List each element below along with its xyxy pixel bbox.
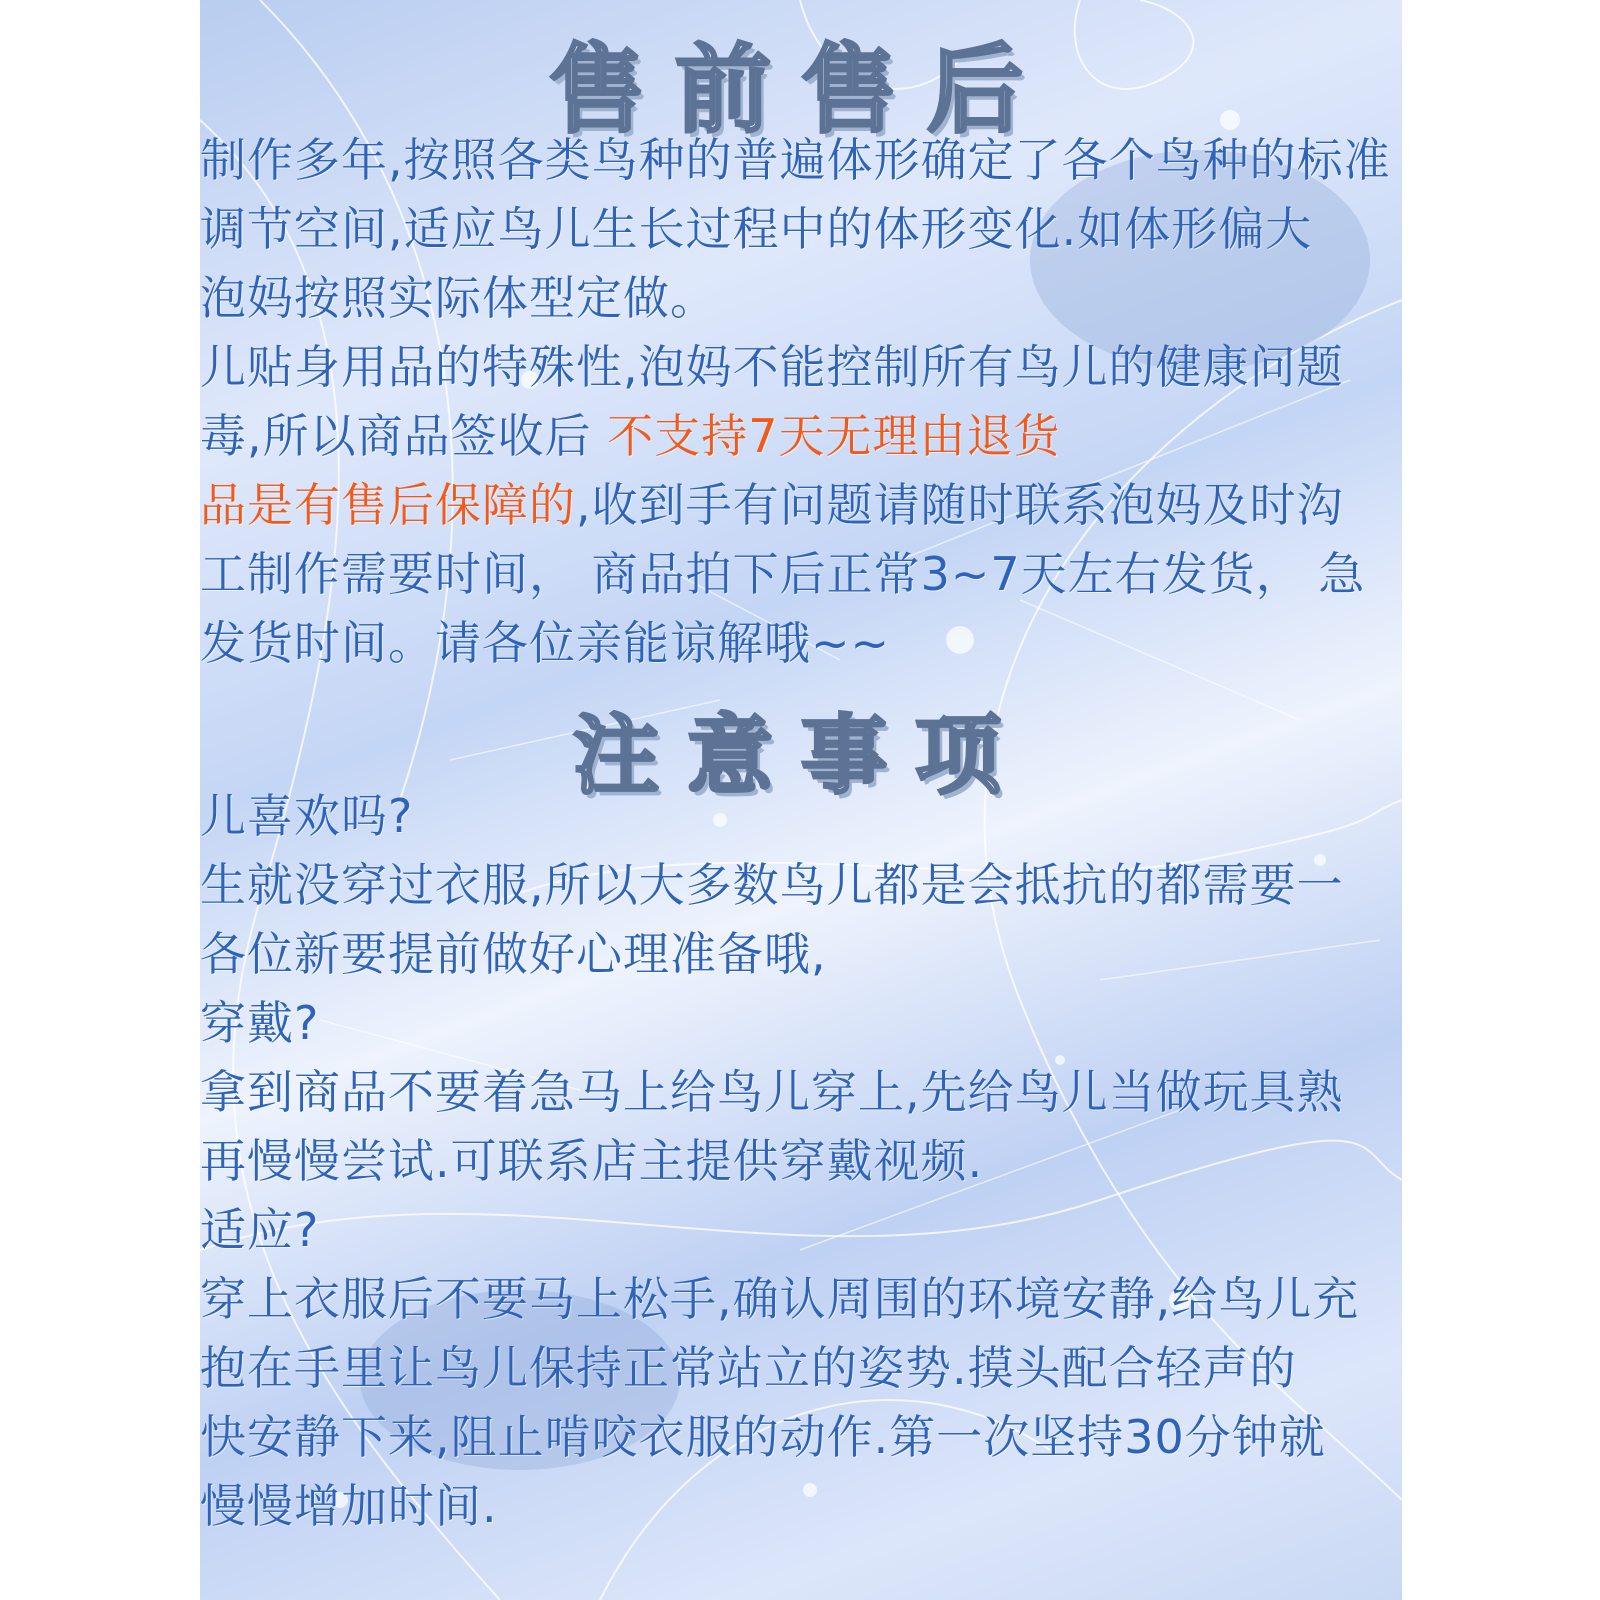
presale-line (200, 268, 717, 328)
highlight-text: 不支持7天无理由退货 (607, 409, 1061, 463)
presale-line (200, 406, 1061, 466)
notes-line: 快安静下来,阻止啃咬衣服的动作.第一次坚持30分钟就 (200, 1410, 1326, 1464)
notes-line: 生就没穿过衣服,所以大多数鸟儿都是会抵抗的都需要一 (200, 858, 1344, 912)
body-text: 制作多年,按照各类鸟种的普遍体形确定了各个鸟种的标准 (200, 133, 1391, 187)
presale-line (200, 544, 1365, 604)
content-panel (200, 0, 1402, 1600)
presale-line (200, 130, 1391, 190)
notes-line: 再慢慢尝试.可联系店主提供穿戴视频. (200, 1134, 984, 1188)
notes-line: 穿戴? (200, 996, 320, 1050)
notes-line: 慢慢增加时间. (200, 1479, 498, 1533)
notes-line: 拿到商品不要着急马上给鸟儿穿上,先给鸟儿当做玩具熟 (200, 1065, 1344, 1119)
notes-line: 抱在手里让鸟儿保持正常站立的姿势.摸头配合轻声的 (200, 1341, 1297, 1395)
body-text: ,收到手有问题请随时联系泡妈及时沟 (576, 478, 1344, 532)
presale-line (200, 199, 1312, 259)
presale-line (200, 337, 1344, 397)
body-text: 毒,所以商品签收后 (200, 409, 608, 463)
body-text: 泡妈按照实际体型定做。 (200, 271, 717, 325)
notes-line: 穿上衣服后不要马上松手,确认周围的环境安静,给鸟儿充 (200, 1272, 1360, 1326)
notes-line: 儿喜欢吗? (200, 789, 414, 843)
notes-title: 注意事项 (573, 706, 1029, 806)
body-text: 调节空间,适应鸟儿生长过程中的体形变化.如体形偏大 (200, 202, 1313, 256)
body-text: 儿贴身用品的特殊性,泡妈不能控制所有鸟儿的健康问题 (200, 340, 1344, 394)
presale-line (200, 613, 890, 673)
presale-aftersale-title: 售前售后 (549, 34, 1053, 146)
presale-line (200, 475, 1344, 535)
highlight-text: 品是有售后保障的 (200, 478, 576, 532)
body-text: 工制作需要时间， 商品拍下后正常3~7天左右发货， 急 (200, 547, 1366, 601)
notes-line: 各位新要提前做好心理准备哦, (200, 927, 827, 981)
notes-line: 适应? (200, 1203, 320, 1257)
body-text: 发货时间。请各位亲能谅解哦~~ (200, 616, 891, 670)
